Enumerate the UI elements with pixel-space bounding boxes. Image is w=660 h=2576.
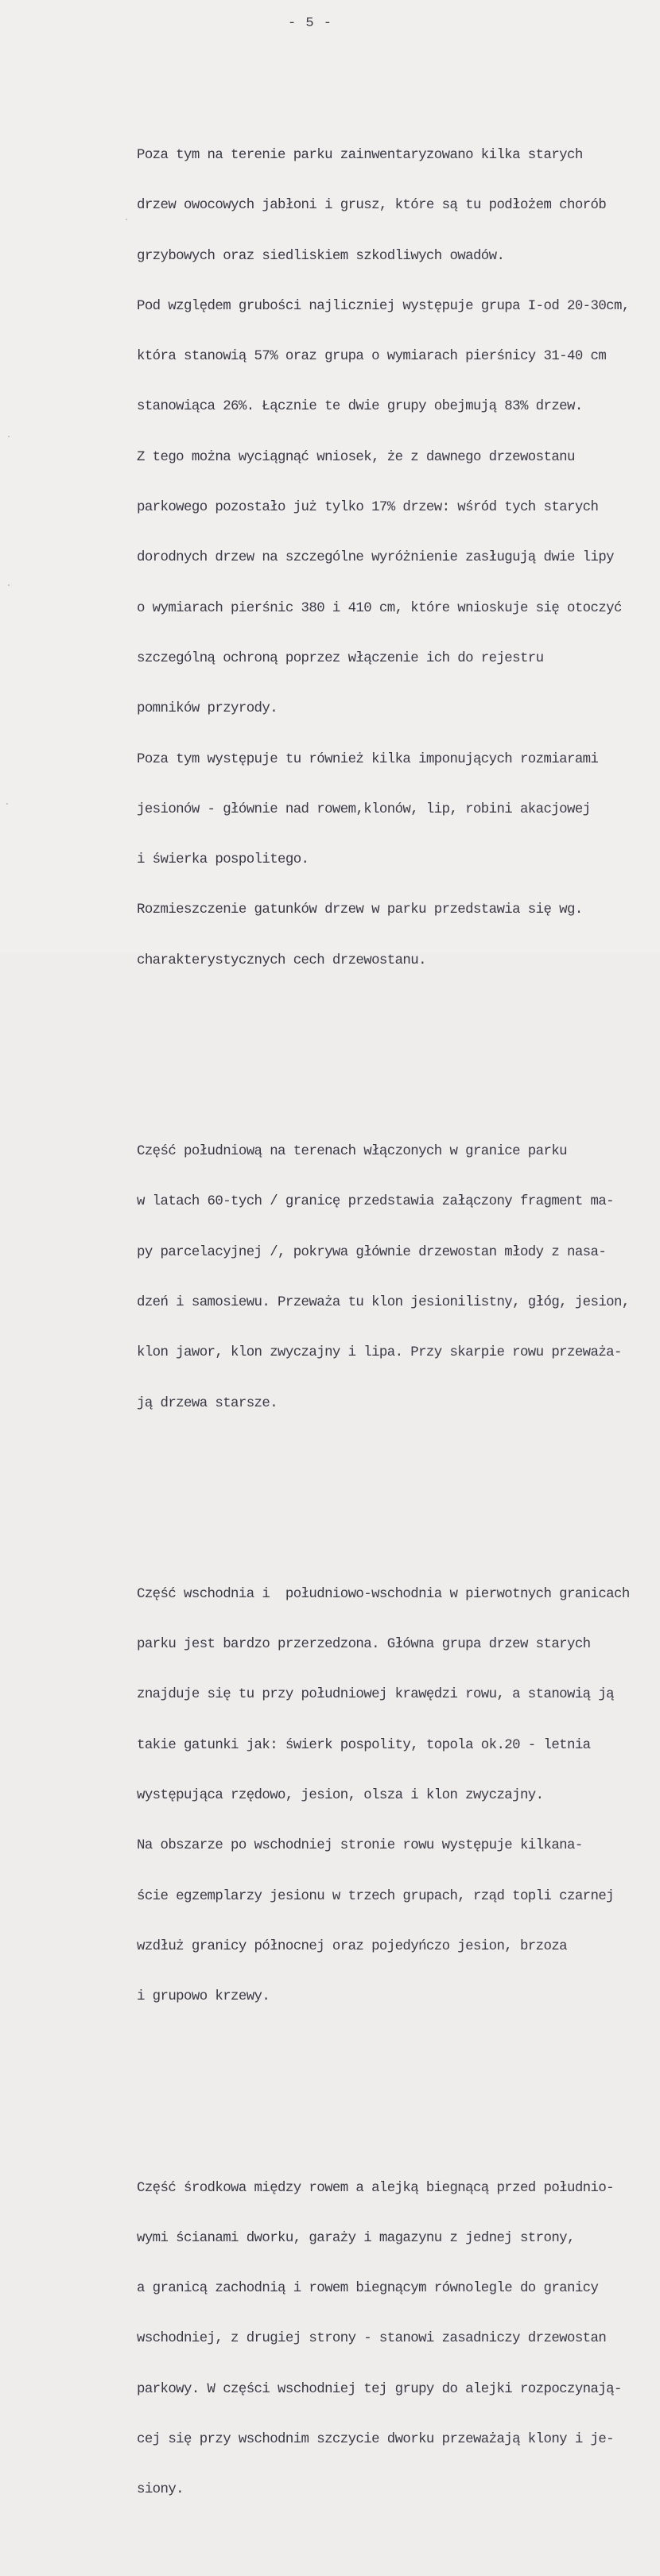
text-line: Pod względem grubości najliczniej występuje grupa I-od 20-30cm,: [137, 298, 630, 314]
text-line: i grupowo krzewy.: [137, 1989, 270, 2005]
text-line: dorodnych drzew na szczególne wyróżnienie zasługują dwie lipy: [137, 550, 615, 566]
text-line: wschodniej, z drugiej strony - stanowi zasadniczy drzewostan: [137, 2331, 607, 2347]
text-line: dzeń i samosiewu. Przeważa tu klon jesionilistny, głóg, jesion,: [137, 1294, 630, 1310]
paragraph-gap: [137, 1489, 660, 1509]
body-text: [137, 70, 660, 2576]
paragraph-gap: [137, 2083, 660, 2103]
text-line: Poza tym występuje tu również kilka imponujących rozmiarami: [137, 751, 599, 767]
text-line: o wymiarach pierśnic 380 i 410 cm, które wnioskuje się otoczyć: [137, 600, 622, 616]
text-line: klon jawor, klon zwyczajny i lipa. Przy skarpie rowu przeważa-: [137, 1345, 622, 1361]
text-line: Część południową na terenach włączonych w granice parku: [137, 1144, 567, 1160]
paragraph-eastern-part: [137, 1554, 660, 2038]
text-line: charakterystycznych cech drzewostanu.: [137, 952, 426, 968]
text-line: która stanowią 57% oraz grupa o wymiarach pierśnicy 31-40 cm: [137, 349, 607, 365]
text-line: Na obszarze po wschodniej stronie rowu występuje kilkana-: [137, 1838, 583, 1854]
text-line: grzybowych oraz siedliskiem szkodliwych owadów.: [137, 248, 505, 264]
paragraph-southern-part: [137, 1111, 660, 1444]
text-line: Z tego można wyciągnąć wniosek, że z dawnego drzewostanu: [137, 449, 575, 465]
paper-speck: [126, 219, 127, 220]
text-line: pomników przyrody.: [137, 701, 278, 717]
text-line: wzdłuż granicy północnej oraz pojedyńczo jesion, brzoza: [137, 1938, 567, 1954]
text-line: i świerka pospolitego.: [137, 852, 309, 868]
text-line: występująca rzędowo, jesion, olsza i klon zwyczajny.: [137, 1788, 544, 1804]
text-line: szczególną ochroną poprzez włączenie ich do rejestru: [137, 650, 544, 666]
paragraph-gap: [137, 1046, 660, 1066]
paper-speck: [8, 436, 10, 437]
paper-speck: [8, 584, 10, 586]
text-line: ją drzewa starsze.: [137, 1395, 278, 1411]
text-line: jesionów - głównie nad rowem,klonów, lip, robini akacjowej: [137, 801, 591, 817]
text-line: parku jest bardzo przerzedzona. Główna grupa drzew starych: [137, 1637, 591, 1653]
text-line: Rozmieszczenie gatunków drzew w parku przedstawia się wg.: [137, 902, 583, 918]
text-line: parkowy. W części wschodniej tej grupy do alejki rozpoczynają-: [137, 2381, 622, 2397]
paper-speck: [6, 803, 8, 805]
page-number: - 5 -: [287, 16, 332, 31]
text-line: stanowiąca 26%. Łącznie te dwie grupy obejmują 83% drzew.: [137, 399, 583, 415]
text-line: znajduje się tu przy południowej krawędzi rowu, a stanowią ją: [137, 1687, 615, 1703]
text-line: cej się przy wschodnim szczycie dworku przeważają klony i je-: [137, 2431, 615, 2447]
text-line: takie gatunki jak: świerk pospolity, topola ok.20 - letnia: [137, 1737, 591, 1753]
paragraph-trees-inventory: [137, 115, 660, 1001]
text-line: siony.: [137, 2482, 184, 2498]
text-line: Część środkowa między rowem a alejką biegnącą przed południo-: [137, 2180, 615, 2196]
text-line: ście egzemplarzy jesionu w trzech grupach, rząd topli czarnej: [137, 1888, 615, 1904]
text-line: py parcelacyjnej /, pokrywa głównie drzewostan młody z nasa-: [137, 1244, 607, 1260]
text-line: wymi ścianami dworku, garaży i magazynu z jednej strony,: [137, 2230, 575, 2246]
paragraph-central-part: [137, 2148, 660, 2531]
text-line: Część wschodnia i południowo-wschodnia w pierwotnych granicach: [137, 1586, 630, 1602]
text-line: a granicą zachodnią i rowem biegnącym równolegle do granicy: [137, 2281, 599, 2297]
text-line: drzew owocowych jabłoni i grusz, które są tu podłożem chorób: [137, 198, 607, 214]
text-line: w latach 60-tych / granicę przedstawia załączony fragment ma-: [137, 1194, 615, 1210]
text-line: parkowego pozostało już tylko 17% drzew: wśród tych starych: [137, 500, 599, 516]
text-line: Poza tym na terenie parku zainwentaryzowano kilka starych: [137, 148, 583, 163]
